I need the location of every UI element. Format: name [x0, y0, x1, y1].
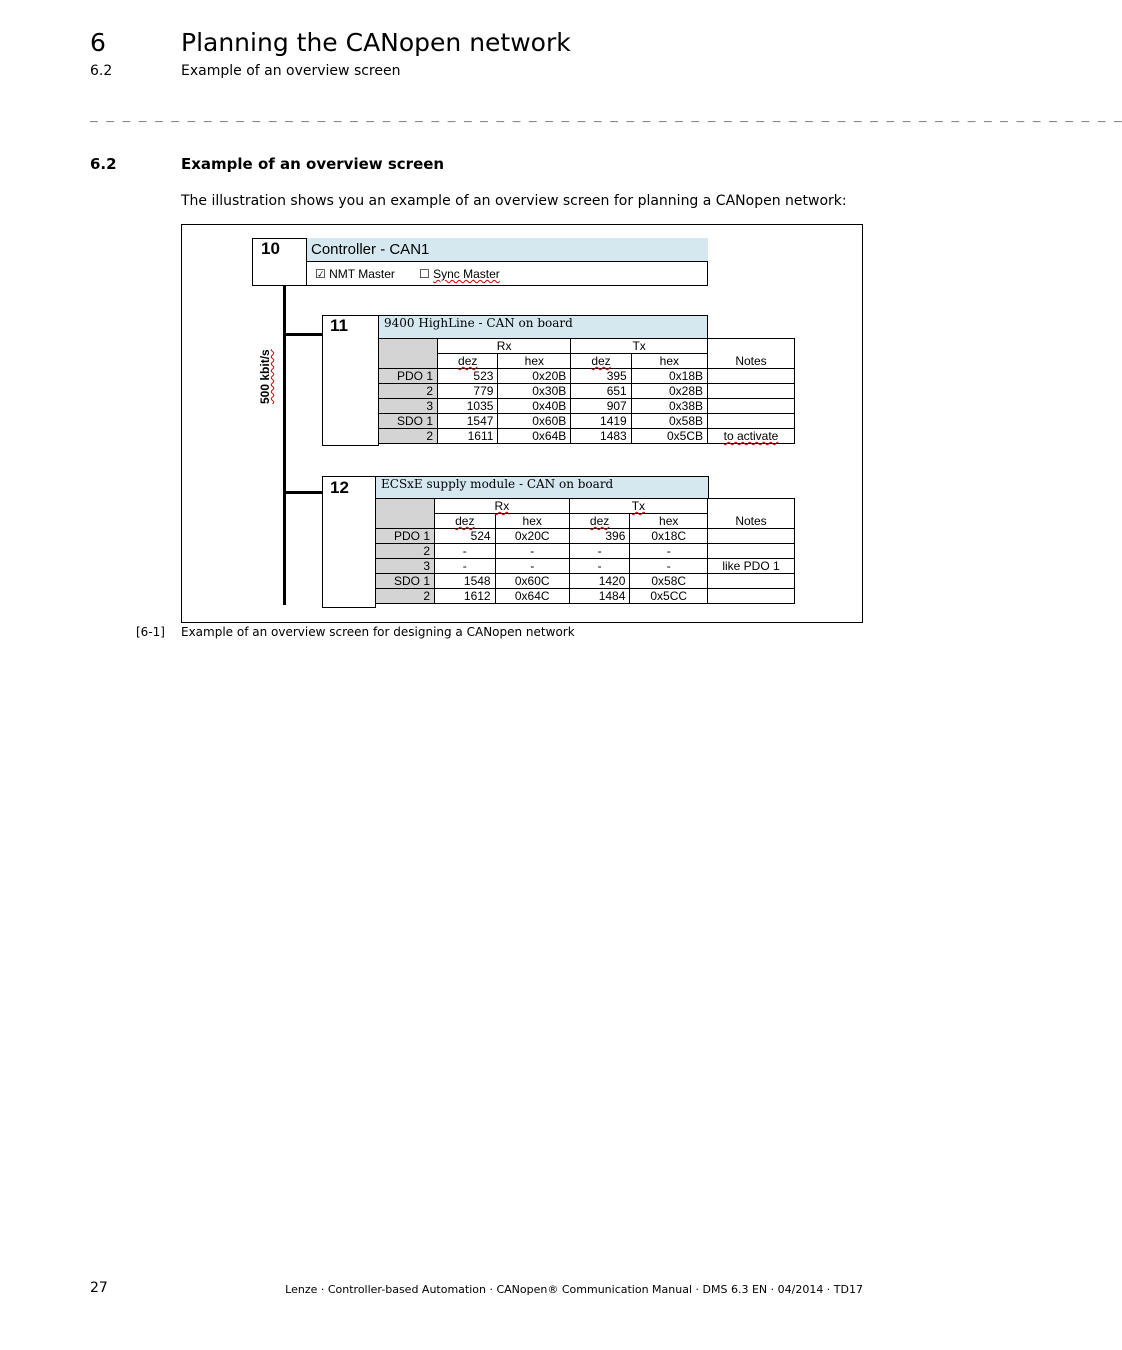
chapter-title: Planning the CANopen network [181, 28, 571, 57]
table-row: 2 1612 0x64C 1484 0x5CC [376, 589, 795, 604]
table-row: 3 1035 0x40B 907 0x38B [379, 399, 795, 414]
table-row: 2 1611 0x64B 1483 0x5CB to activate [379, 429, 795, 444]
figure-caption-number: [6-1] [136, 625, 165, 639]
node11-number: 11 [330, 316, 348, 335]
node11-notes-header: Notes [708, 339, 795, 369]
controller-options [306, 262, 708, 286]
nmt-checkbox-icon: ☑ [315, 267, 326, 281]
nmt-master-label: NMT Master [329, 267, 395, 281]
node12-rx-dez: dez [435, 514, 496, 529]
node12-title: ECSxE supply module - CAN on board [375, 476, 709, 499]
nmt-master-option [315, 267, 395, 281]
node12-tx-hex: hex [630, 514, 708, 529]
node12-rx-hex: hex [495, 514, 569, 529]
node12-tx-dez: dez [569, 514, 630, 529]
footer-text: Lenze · Controller-based Automation · CANopen® Communication Manual · DMS 6.3 EN · 04/2014 · TD17 [285, 1283, 863, 1296]
node11-tx-dez: dez [571, 354, 631, 369]
bus-stub-node11 [283, 333, 322, 336]
node12-notes-header: Notes [708, 499, 795, 529]
heading-number: 6.2 [90, 155, 117, 173]
node11-table [378, 338, 795, 444]
table-row: SDO 1 1548 0x60C 1420 0x58C [376, 574, 795, 589]
section-number: 6.2 [90, 63, 113, 79]
node11-rx-header: Rx [438, 339, 571, 354]
baud-rate-label: 500 kbit/s [258, 349, 272, 404]
chapter-number: 6 [90, 28, 106, 57]
table-row: PDO 1 523 0x20B 395 0x18B [379, 369, 795, 384]
table-row: PDO 1 524 0x20C 396 0x18C [376, 529, 795, 544]
bus-stub-node12 [283, 491, 322, 494]
node12-table [375, 498, 795, 604]
node12-tx-header: Tx [569, 499, 707, 514]
table-row: SDO 1 1547 0x60B 1419 0x58B [379, 414, 795, 429]
node11-tx-header: Tx [571, 339, 708, 354]
table-row: 2 - - - - [376, 544, 795, 559]
node11-tx-hex: hex [631, 354, 707, 369]
page-number: 27 [90, 1280, 108, 1296]
node11-rx-hex: hex [498, 354, 571, 369]
section-title: Example of an overview screen [181, 63, 401, 79]
controller-title: Controller - CAN1 [306, 238, 708, 262]
node12-rx-header: Rx [435, 499, 570, 514]
intro-paragraph: The illustration shows you an example of an overview screen for planning a CANopen network: [181, 193, 847, 209]
table-row: 2 779 0x30B 651 0x28B [379, 384, 795, 399]
sync-master-label: Sync Master [433, 267, 500, 281]
figure-caption: Example of an overview screen for designing a CANopen network [181, 625, 575, 639]
controller-node-number: 10 [261, 239, 280, 258]
table-row: 3 - - - - like PDO 1 [376, 559, 795, 574]
header-divider: _ _ _ _ _ _ _ _ _ _ _ _ _ _ _ _ _ _ _ _ _ _ _ _ _ _ _ _ _ _ _ _ _ _ _ _ _ _ _ _ _ _ _ _ _ _ _ _ _ _ _ _ _ _ _ _ _ _ _ _ _ _ _ _ [90, 108, 1122, 123]
heading-title: Example of an overview screen [181, 155, 445, 173]
node11-title: 9400 HighLine - CAN on board [378, 315, 708, 339]
node11-rx-dez: dez [438, 354, 498, 369]
sync-checkbox-icon: ☐ [419, 267, 430, 281]
node12-number: 12 [330, 478, 349, 497]
sync-master-option [419, 267, 500, 281]
